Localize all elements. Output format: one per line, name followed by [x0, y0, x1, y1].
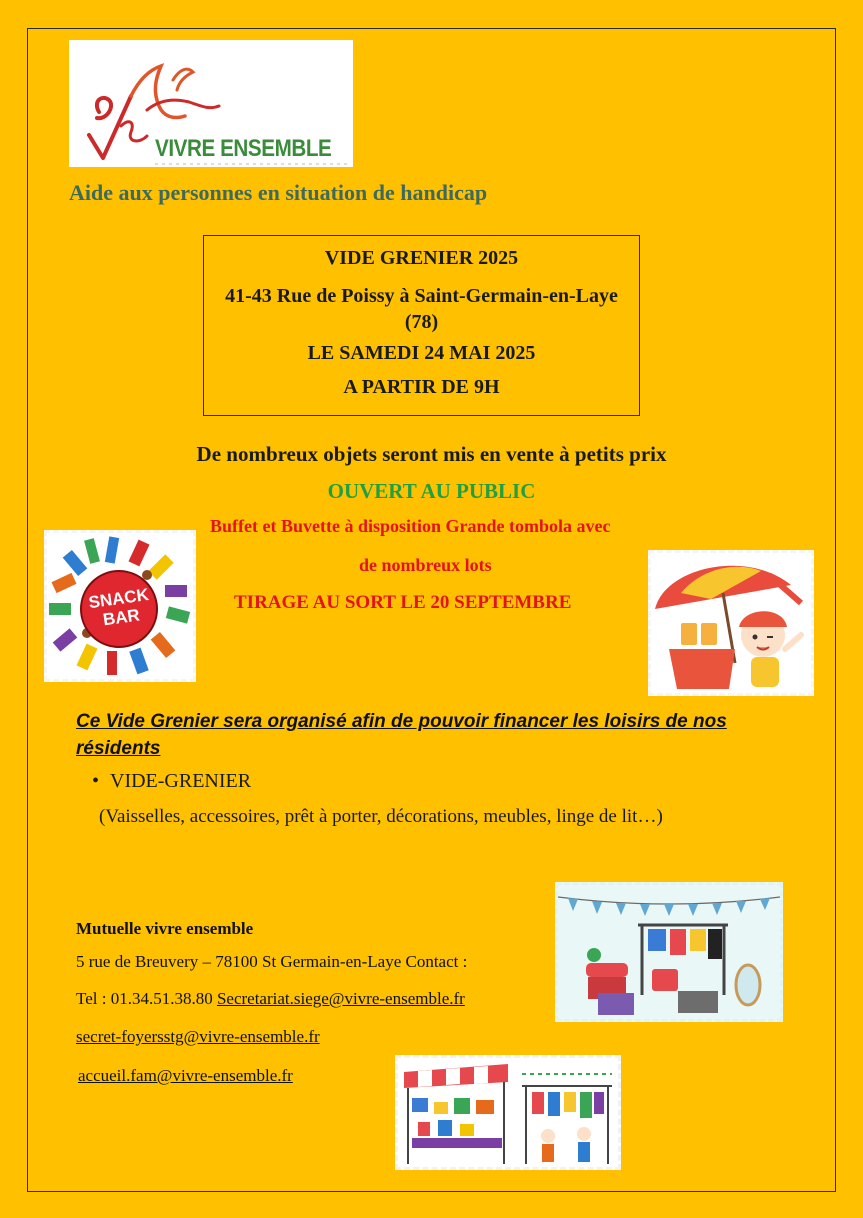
sale-description: De nombreux objets seront mis en vente à petits prix [196, 442, 667, 466]
drinks-stand-image [648, 550, 814, 696]
email-secretariat-link[interactable]: Secretariat.siege@vivre-ensemble.fr [216, 989, 465, 1008]
event-address: 41-43 Rue de Poissy à Saint-Germain-en-Laye (78) [225, 285, 618, 333]
vivre-ensemble-logo [69, 40, 353, 167]
open-public-text: OUVERT AU PUBLIC [327, 479, 536, 503]
buffet-text: Buffet et Buvette à disposition Grande tombola avec [210, 516, 611, 536]
organise-statement [76, 708, 796, 762]
lots-text: de nombreux lots [359, 555, 492, 575]
event-title: VIDE GRENIER 2025 [324, 247, 519, 269]
items-note: (Vaisselles, accessoires, prêt à porter, décorations, meubles, linge de lit…) [99, 806, 663, 827]
event-date: LE SAMEDI 24 MAI 2025 [307, 342, 536, 364]
email-foyer-link[interactable]: secret-foyersstg@vivre-ensemble.fr [76, 1027, 320, 1046]
bullet-item [92, 770, 251, 793]
email-accueil-link[interactable]: accueil.fam@vivre-ensemble.fr [78, 1066, 293, 1085]
logo-text: VIVRE ENSEMBLE [155, 135, 332, 162]
clothes-rack-image [555, 882, 783, 1022]
bullet-dot-icon: • [92, 770, 100, 792]
snack-bar-image [44, 530, 196, 682]
contact-phone-line [76, 989, 465, 1009]
tagline: Aide aux personnes en situation de handicap [69, 180, 488, 205]
event-info-box [203, 235, 640, 416]
flea-market-image [395, 1055, 621, 1170]
draw-date-text: TIRAGE AU SORT LE 20 SEPTEMBRE [234, 592, 572, 613]
contact-address: 5 rue de Breuvery – 78100 St Germain-en-Laye Contact : [76, 952, 468, 971]
organise-text: Ce Vide Grenier sera organisé afin de pouvoir financer les loisirs de [76, 711, 694, 732]
event-time: A PARTIR DE 9H [343, 376, 500, 398]
contact-phone: Tel : 01.34.51.38.80 [76, 989, 217, 1008]
contact-name: Mutuelle vivre ensemble [76, 919, 254, 938]
snack-sign-line2: BAR [101, 605, 141, 630]
bullet-label: VIDE-GRENIER [110, 770, 252, 792]
snack-sign-line1: SNACK [87, 584, 150, 613]
organise-highlight: nos résidents [76, 711, 727, 759]
